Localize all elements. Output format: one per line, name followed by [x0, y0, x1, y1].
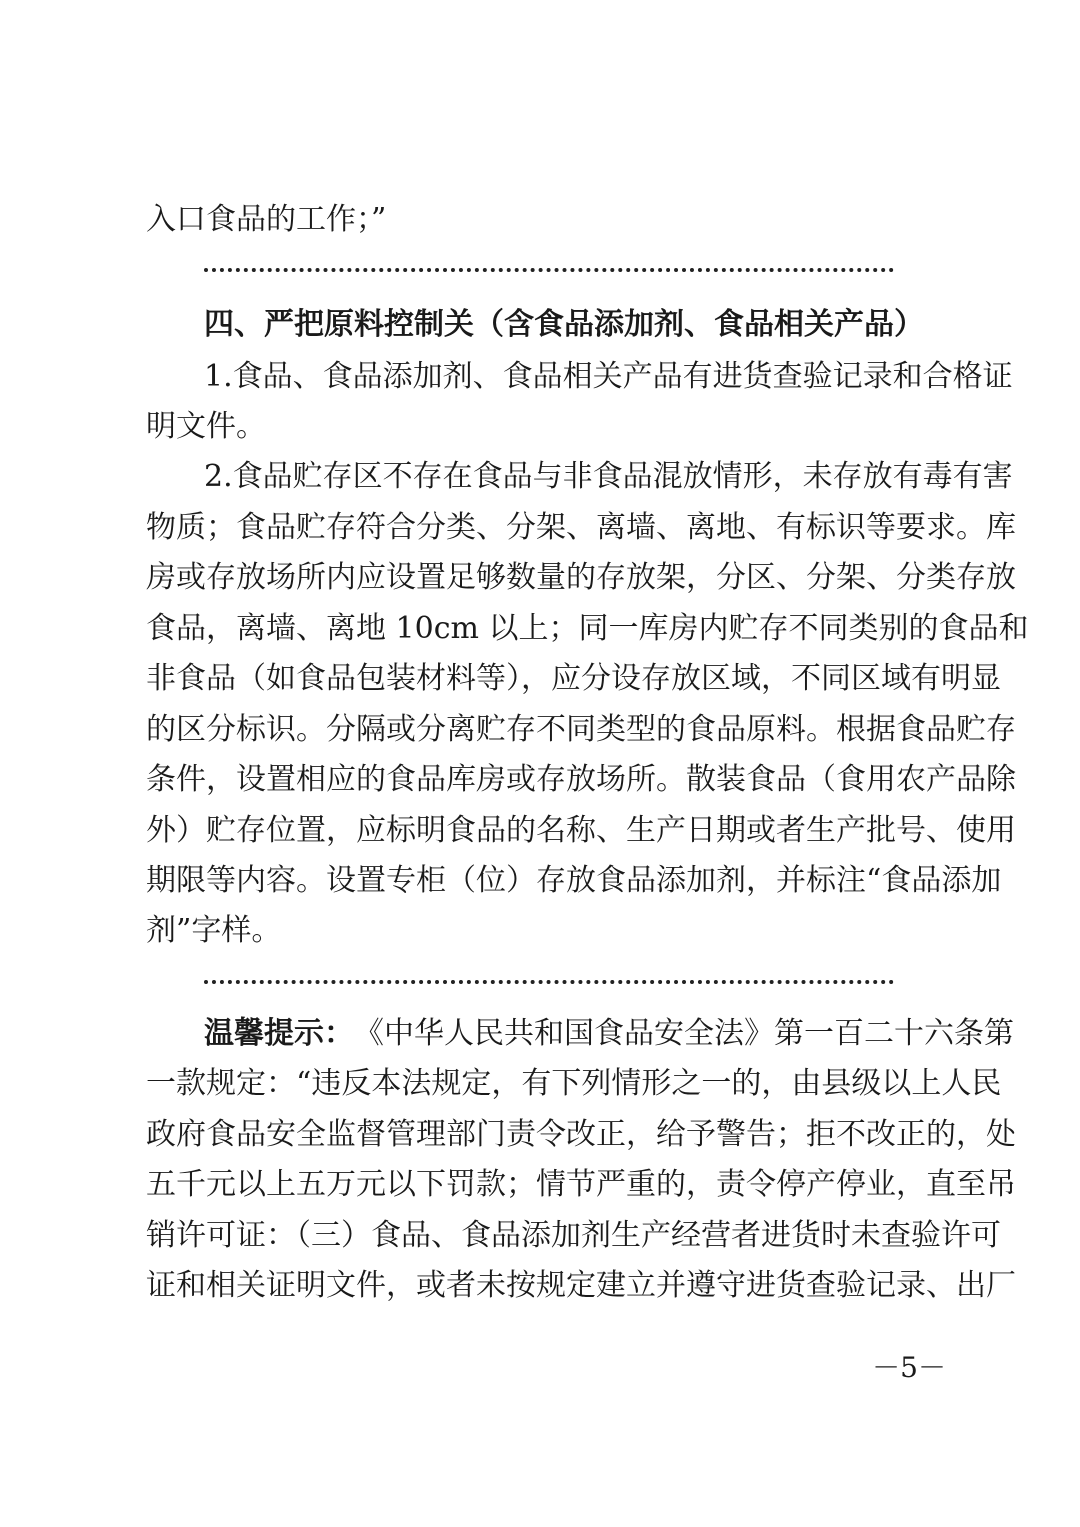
item2-line: 物质；食品贮存符合分类、分架、离墙、离地、有标识等要求。库 [146, 510, 1016, 545]
tip-line: 销许可证：（三）食品、食品添加剂生产经营者进货时未查验许可 [146, 1218, 1001, 1253]
item2-line: 条件，设置相应的食品库房或存放场所。散装食品（食用农产品除 [146, 762, 1016, 797]
item2-line: 非食品（如食品包装材料等），应分设存放区域，不同区域有明显 [146, 661, 1001, 696]
item2-line: 剂”字样。 [146, 913, 282, 948]
item2-line: 房或存放场所内应设置足够数量的存放架，分区、分架、分类存放 [146, 560, 1016, 595]
item1-line: 1.食品、食品添加剂、食品相关产品有进货查验记录和合格证 [204, 359, 1013, 394]
tip-line: 一款规定：“违反本法规定，有下列情形之一的，由县级以上人民 [146, 1066, 1002, 1101]
tip-line: 证和相关证明文件，或者未按规定建立并遵守进货查验记录、出厂 [146, 1268, 1016, 1303]
item2-line: 2.食品贮存区不存在食品与非食品混放情形，未存放有毒有害 [204, 459, 1013, 494]
item2-line: 食品，离墙、离地 10cm 以上；同一库房内贮存不同类别的食品和 [146, 611, 1029, 646]
tip-label: 温馨提示： [204, 1016, 354, 1051]
section-heading: 四、严把原料控制关（含食品添加剂、食品相关产品） [204, 307, 924, 342]
previous-section-tail: 入口食品的工作；” [146, 202, 387, 237]
item2-line: 的区分标识。分隔或分离贮存不同类型的食品原料。根据食品贮存 [146, 712, 1016, 747]
tip-first-line-text: 《中华人民共和国食品安全法》第一百二十六条第 [354, 1016, 1014, 1051]
item2-line: 期限等内容。设置专柜（位）存放食品添加剂，并标注“食品添加 [146, 863, 1002, 898]
dotted-separator [204, 980, 894, 984]
tip-line: 五千元以上五万元以下罚款；情节严重的，责令停产停业，直至吊 [146, 1167, 1016, 1202]
item2-line: 外）贮存位置，应标明食品的名称、生产日期或者生产批号、使用 [146, 813, 1016, 848]
dotted-separator [204, 268, 894, 272]
page-number: －5－ [872, 1351, 946, 1384]
tip-first-line [204, 1014, 1014, 1054]
tip-line: 政府食品安全监督管理部门责令改正，给予警告；拒不改正的，处 [146, 1117, 1016, 1152]
item1-line: 明文件。 [146, 409, 266, 444]
